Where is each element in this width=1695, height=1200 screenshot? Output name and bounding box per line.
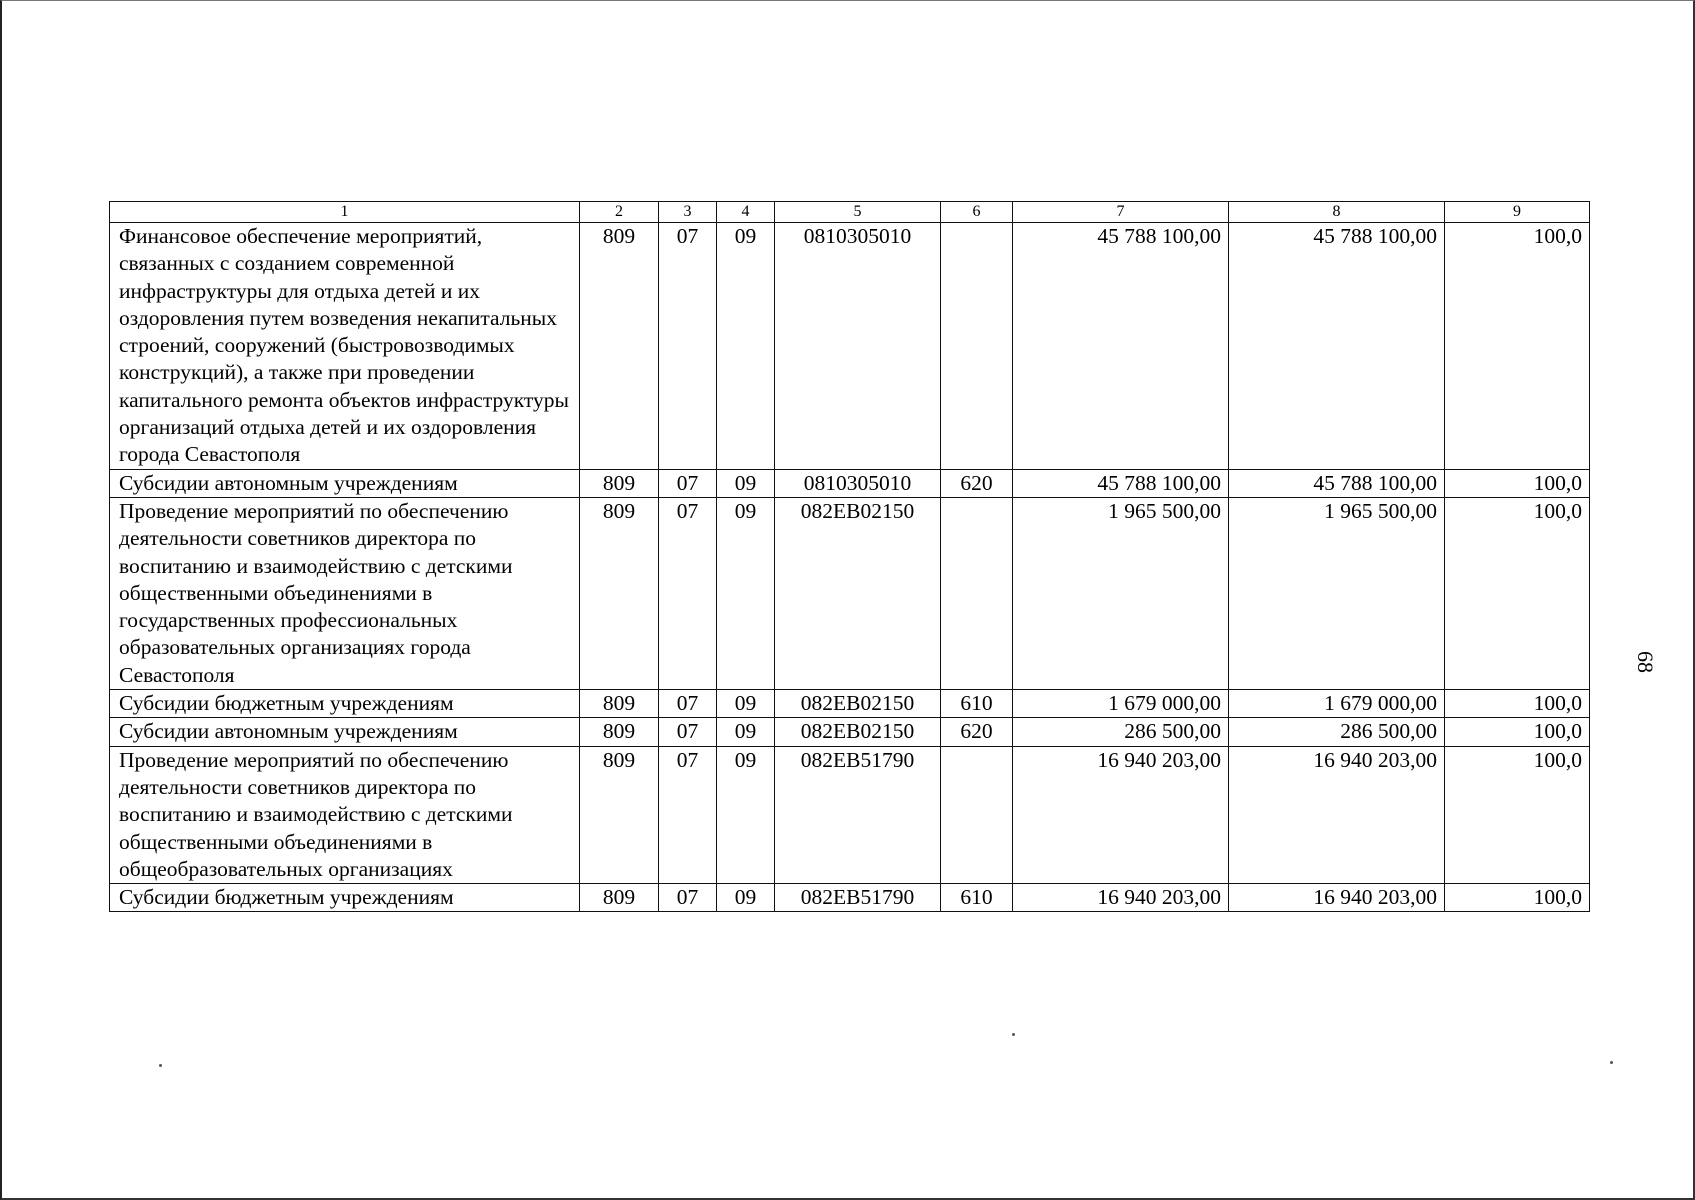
table-row bbox=[110, 690, 1590, 718]
row-name: Субсидии бюджетным учреждениям bbox=[110, 884, 580, 912]
cell-amount-executed: 16 940 203,00 bbox=[1229, 746, 1445, 883]
row-name: Субсидии автономным учреждениям bbox=[110, 469, 580, 497]
cell-expense-type bbox=[941, 746, 1013, 883]
cell-amount-executed: 286 500,00 bbox=[1229, 718, 1445, 746]
cell-section: 07 bbox=[659, 746, 717, 883]
row-name: Субсидии автономным учреждениям bbox=[110, 718, 580, 746]
cell-subsection: 09 bbox=[717, 469, 775, 497]
cell-amount-executed: 45 788 100,00 bbox=[1229, 469, 1445, 497]
table-row bbox=[110, 223, 1590, 470]
cell-expense-type: 620 bbox=[941, 718, 1013, 746]
cell-ministry: 809 bbox=[580, 223, 659, 470]
cell-ministry: 809 bbox=[580, 497, 659, 689]
cell-amount-planned: 45 788 100,00 bbox=[1013, 469, 1229, 497]
cell-amount-executed: 1 965 500,00 bbox=[1229, 497, 1445, 689]
header-cell: 1 bbox=[110, 202, 580, 223]
header-cell: 6 bbox=[941, 202, 1013, 223]
cell-amount-planned: 1 679 000,00 bbox=[1013, 690, 1229, 718]
cell-expense-type: 610 bbox=[941, 690, 1013, 718]
cell-percent: 100,0 bbox=[1445, 690, 1590, 718]
cell-amount-planned: 16 940 203,00 bbox=[1013, 746, 1229, 883]
cell-expense-type: 620 bbox=[941, 469, 1013, 497]
header-row bbox=[110, 202, 1590, 223]
cell-amount-executed: 1 679 000,00 bbox=[1229, 690, 1445, 718]
cell-amount-planned: 45 788 100,00 bbox=[1013, 223, 1229, 470]
cell-percent: 100,0 bbox=[1445, 223, 1590, 470]
cell-amount-planned: 16 940 203,00 bbox=[1013, 884, 1229, 912]
header-cell: 8 bbox=[1229, 202, 1445, 223]
page-number: 68 bbox=[1633, 651, 1658, 673]
cell-subsection: 09 bbox=[717, 497, 775, 689]
cell-section: 07 bbox=[659, 884, 717, 912]
cell-percent: 100,0 bbox=[1445, 497, 1590, 689]
cell-section: 07 bbox=[659, 718, 717, 746]
cell-expense-type bbox=[941, 497, 1013, 689]
cell-expense-type bbox=[941, 223, 1013, 470]
header-cell: 3 bbox=[659, 202, 717, 223]
row-name: Субсидии бюджетным учреждениям bbox=[110, 690, 580, 718]
table-row bbox=[110, 718, 1590, 746]
cell-subsection: 09 bbox=[717, 223, 775, 470]
header-cell: 9 bbox=[1445, 202, 1590, 223]
cell-section: 07 bbox=[659, 469, 717, 497]
cell-amount-executed: 45 788 100,00 bbox=[1229, 223, 1445, 470]
cell-amount-planned: 1 965 500,00 bbox=[1013, 497, 1229, 689]
row-name: Проведение мероприятий по обеспечению деятельности советников директора по воспитанию и взаимодействию с детскими общественными объединениями в общеобразовательных организациях bbox=[110, 746, 580, 883]
header-cell: 7 bbox=[1013, 202, 1229, 223]
cell-section: 07 bbox=[659, 223, 717, 470]
cell-subsection: 09 bbox=[717, 884, 775, 912]
scan-speck bbox=[159, 1064, 162, 1067]
table-row bbox=[110, 746, 1590, 883]
cell-subsection: 09 bbox=[717, 746, 775, 883]
cell-section: 07 bbox=[659, 690, 717, 718]
row-name: Финансовое обеспечение мероприятий, связанных с созданием современной инфраструктуры для отдыха детей и их оздоровления путем возведения некапитальных строений, сооружений (быстровозводимых конструкций), а также при проведении капитального ремонта объектов инфраструктуры организаций отдыха детей и их оздоровления города Севастополя bbox=[110, 223, 580, 470]
cell-target-article: 0810305010 bbox=[775, 469, 941, 497]
cell-ministry: 809 bbox=[580, 690, 659, 718]
cell-ministry: 809 bbox=[580, 469, 659, 497]
cell-ministry: 809 bbox=[580, 884, 659, 912]
header-cell: 4 bbox=[717, 202, 775, 223]
cell-target-article: 0810305010 bbox=[775, 223, 941, 470]
cell-percent: 100,0 bbox=[1445, 746, 1590, 883]
header-cell: 2 bbox=[580, 202, 659, 223]
table-row bbox=[110, 884, 1590, 912]
cell-amount-planned: 286 500,00 bbox=[1013, 718, 1229, 746]
row-name: Проведение мероприятий по обеспечению деятельности советников директора по воспитанию и взаимодействию с детскими общественными объединениями в государственных профессиональных образовательных организациях города Севастополя bbox=[110, 497, 580, 689]
cell-target-article: 082ЕВ02150 bbox=[775, 690, 941, 718]
cell-percent: 100,0 bbox=[1445, 718, 1590, 746]
cell-expense-type: 610 bbox=[941, 884, 1013, 912]
cell-section: 07 bbox=[659, 497, 717, 689]
cell-target-article: 082ЕВ51790 bbox=[775, 884, 941, 912]
scan-speck bbox=[1610, 1061, 1613, 1064]
cell-ministry: 809 bbox=[580, 718, 659, 746]
cell-amount-executed: 16 940 203,00 bbox=[1229, 884, 1445, 912]
table-row bbox=[110, 469, 1590, 497]
cell-ministry: 809 bbox=[580, 746, 659, 883]
cell-subsection: 09 bbox=[717, 718, 775, 746]
cell-target-article: 082ЕВ51790 bbox=[775, 746, 941, 883]
cell-percent: 100,0 bbox=[1445, 469, 1590, 497]
cell-percent: 100,0 bbox=[1445, 884, 1590, 912]
header-cell: 5 bbox=[775, 202, 941, 223]
cell-target-article: 082ЕВ02150 bbox=[775, 718, 941, 746]
cell-target-article: 082ЕВ02150 bbox=[775, 497, 941, 689]
cell-subsection: 09 bbox=[717, 690, 775, 718]
scan-speck bbox=[1012, 1033, 1015, 1036]
table-row bbox=[110, 497, 1590, 689]
budget-table bbox=[109, 201, 1590, 912]
